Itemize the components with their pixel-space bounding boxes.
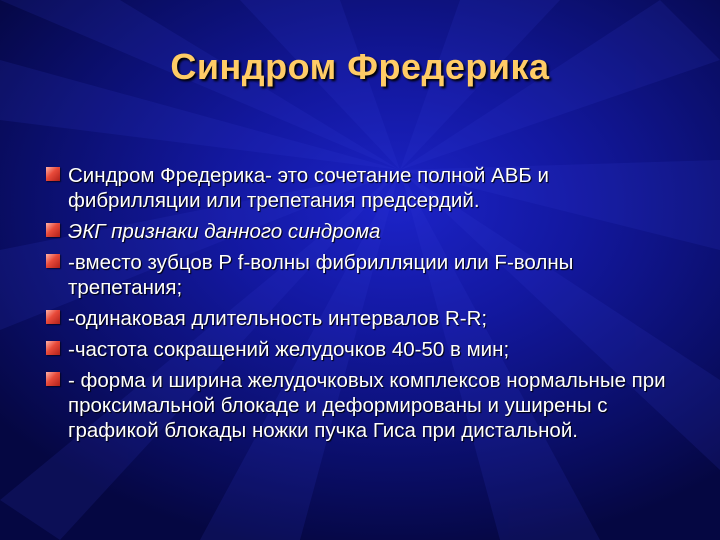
bullet-item	[46, 306, 686, 331]
square-bullet-icon	[46, 341, 60, 355]
slide-title: Синдром Фредерика	[170, 46, 550, 87]
bullet-item	[46, 219, 686, 244]
bullet-item	[46, 368, 686, 443]
bullet-text: - форма и ширина желудочковых комплексов нормальные при проксимальной блокаде и деформированы и уширены с графикой блокады ножки пучка Гиса при дистальной.	[68, 369, 666, 442]
bullet-text: ЭКГ признаки данного синдрома	[68, 220, 381, 243]
bullet-item	[46, 337, 686, 362]
square-bullet-icon	[46, 372, 60, 386]
square-bullet-icon	[46, 223, 60, 237]
bullet-text: -одинаковая длительность интервалов R-R;	[68, 307, 488, 330]
square-bullet-icon	[46, 254, 60, 268]
bullet-text: Синдром Фредерика- это сочетание полной АВБ и фибрилляции или трепетания предсердий.	[68, 164, 549, 212]
square-bullet-icon	[46, 310, 60, 324]
bullet-item	[46, 250, 686, 300]
bullet-item	[46, 163, 686, 213]
bullet-text: -вместо зубцов Р f-волны фибрилляции или F-волны трепетания;	[68, 251, 574, 299]
bullet-text: -частота сокращений желудочков 40-50 в мин;	[68, 338, 510, 361]
square-bullet-icon	[46, 167, 60, 181]
bullet-list	[46, 163, 686, 449]
